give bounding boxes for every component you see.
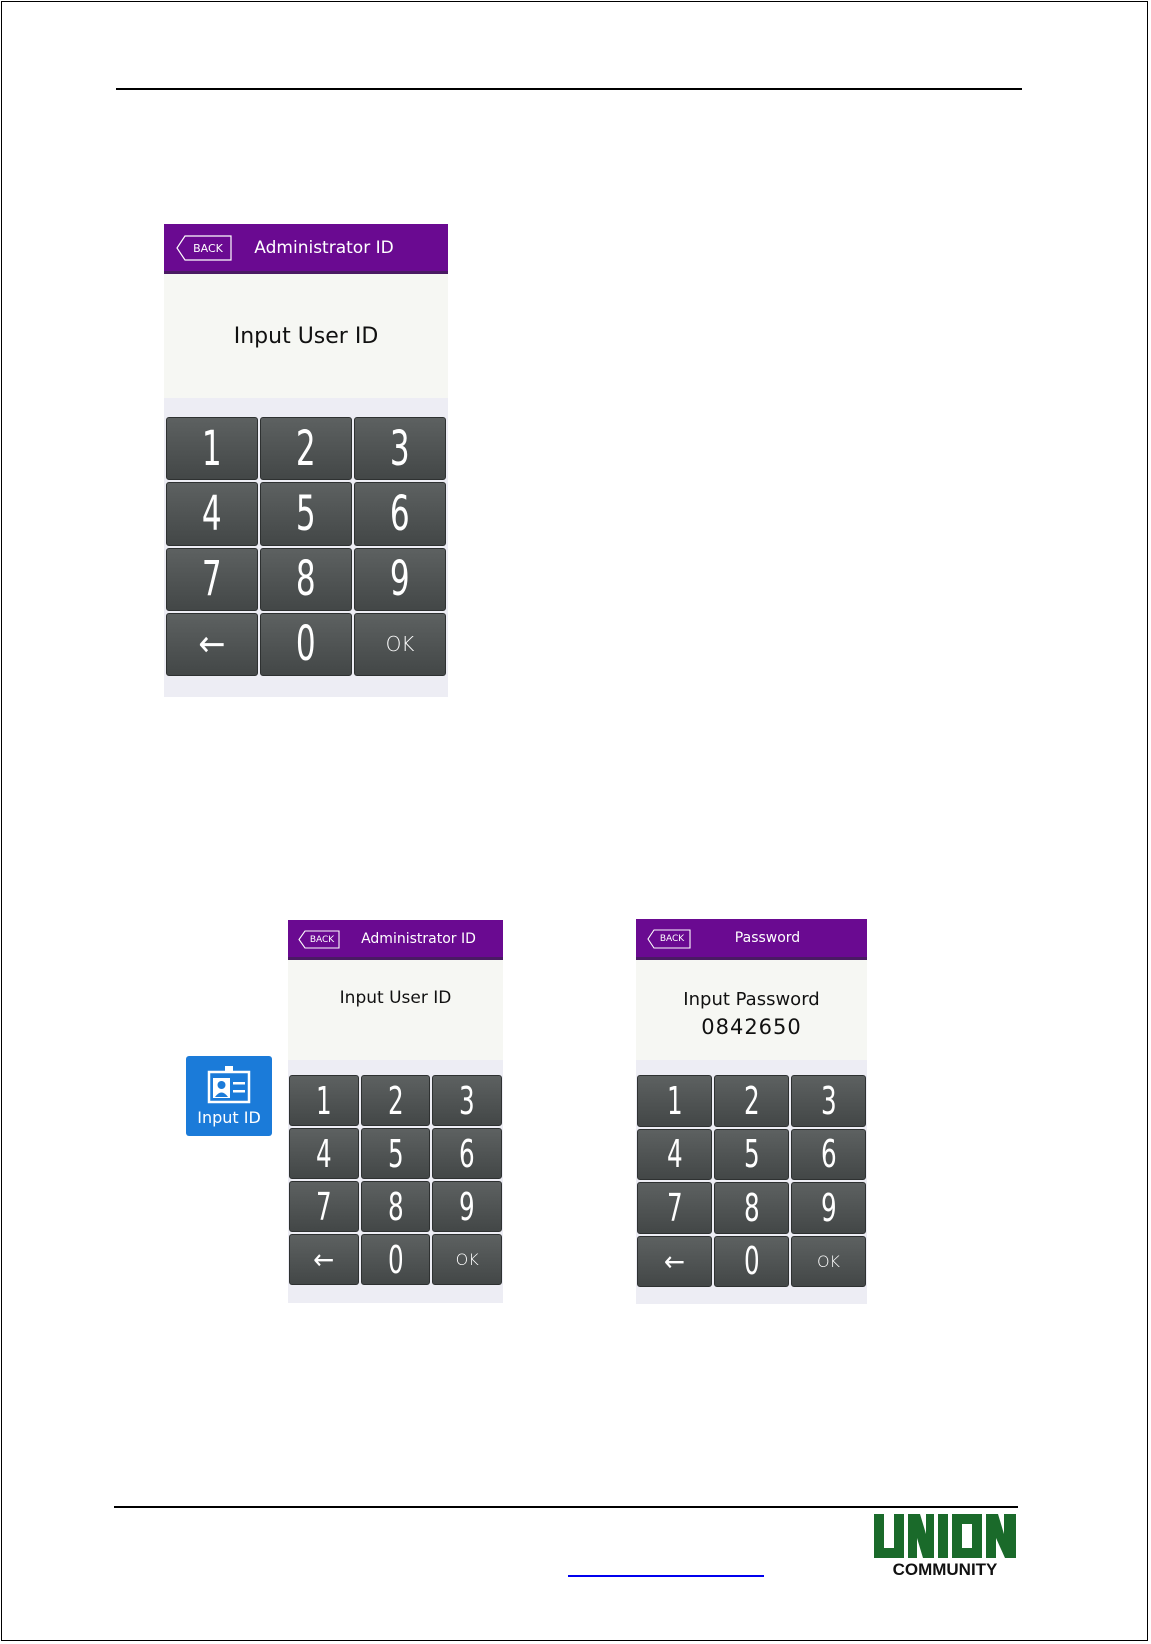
keypad xyxy=(637,1075,866,1287)
input-id-button[interactable] xyxy=(186,1056,272,1136)
backspace-key[interactable] xyxy=(637,1236,712,1288)
backspace-key[interactable] xyxy=(289,1234,359,1285)
prompt-text: Input Password xyxy=(683,989,820,1010)
prompt-area xyxy=(636,960,867,1060)
key-7[interactable]: 7 xyxy=(637,1182,712,1234)
key-4[interactable]: 4 xyxy=(166,482,258,545)
keypad-area xyxy=(164,398,448,697)
ok-key[interactable]: OK xyxy=(354,613,446,676)
key-4[interactable]: 4 xyxy=(289,1128,359,1179)
key-1[interactable]: 1 xyxy=(637,1075,712,1127)
key-2[interactable]: 2 xyxy=(361,1075,431,1126)
key-3[interactable]: 3 xyxy=(791,1075,866,1127)
password-value: 0842650 xyxy=(701,1015,802,1039)
key-9[interactable]: 9 xyxy=(432,1181,502,1232)
keypad xyxy=(166,417,446,676)
backspace-arrow-icon: ← xyxy=(198,623,226,665)
ok-key[interactable]: OK xyxy=(432,1234,502,1285)
key-3[interactable]: 3 xyxy=(432,1075,502,1126)
key-1[interactable]: 1 xyxy=(289,1075,359,1126)
key-6[interactable]: 6 xyxy=(432,1128,502,1179)
keypad-area xyxy=(288,1060,503,1303)
key-2[interactable]: 2 xyxy=(714,1075,789,1127)
key-0[interactable]: 0 xyxy=(714,1236,789,1288)
key-9[interactable]: 9 xyxy=(354,548,446,611)
ok-key[interactable]: OK xyxy=(791,1236,866,1288)
backspace-key[interactable] xyxy=(166,613,258,676)
input-id-label: Input ID xyxy=(197,1107,261,1127)
screen-title: Password xyxy=(734,930,801,946)
back-button-label: BACK xyxy=(309,934,335,945)
prompt-text: Input User ID xyxy=(233,323,379,349)
backspace-arrow-icon: ← xyxy=(663,1244,686,1278)
back-button[interactable] xyxy=(176,235,232,261)
device-screen-password xyxy=(636,919,867,1304)
back-button[interactable] xyxy=(298,930,340,949)
key-7[interactable]: 7 xyxy=(166,548,258,611)
device-screen-admin-id-large xyxy=(164,224,448,697)
screen-title: Administrator ID xyxy=(361,930,476,947)
screen-title: Administrator ID xyxy=(254,237,394,258)
key-0[interactable]: 0 xyxy=(260,613,352,676)
key-8[interactable]: 8 xyxy=(361,1181,431,1232)
keypad xyxy=(289,1075,502,1285)
key-1[interactable]: 1 xyxy=(166,417,258,480)
prompt-area xyxy=(164,274,448,398)
backspace-arrow-icon: ← xyxy=(313,1243,335,1276)
key-2[interactable]: 2 xyxy=(260,417,352,480)
screen-header xyxy=(164,224,448,274)
footer-rule xyxy=(114,1506,1018,1508)
key-0[interactable]: 0 xyxy=(361,1234,431,1285)
back-button-label: BACK xyxy=(659,934,685,944)
key-3[interactable]: 3 xyxy=(354,417,446,480)
prompt-area xyxy=(288,960,503,1060)
screen-header xyxy=(288,920,503,960)
key-6[interactable]: 6 xyxy=(791,1129,866,1181)
key-8[interactable]: 8 xyxy=(260,548,352,611)
key-8[interactable]: 8 xyxy=(714,1182,789,1234)
id-card-icon xyxy=(206,1066,252,1104)
device-screen-admin-id xyxy=(288,920,503,1303)
key-4[interactable]: 4 xyxy=(637,1129,712,1181)
union-community-logo xyxy=(872,1512,1018,1578)
back-button[interactable] xyxy=(647,929,691,949)
key-6[interactable]: 6 xyxy=(354,482,446,545)
key-7[interactable]: 7 xyxy=(289,1181,359,1232)
key-5[interactable]: 5 xyxy=(260,482,352,545)
key-5[interactable]: 5 xyxy=(361,1128,431,1179)
screen-header xyxy=(636,919,867,960)
back-button-label: BACK xyxy=(193,241,223,255)
svg-text:COMMUNITY: COMMUNITY xyxy=(892,1560,998,1578)
key-9[interactable]: 9 xyxy=(791,1182,866,1234)
key-5[interactable]: 5 xyxy=(714,1129,789,1181)
prompt-text: Input User ID xyxy=(339,988,452,1008)
footer-link[interactable] xyxy=(568,1575,764,1577)
header-rule xyxy=(116,88,1022,90)
keypad-area xyxy=(636,1060,867,1304)
